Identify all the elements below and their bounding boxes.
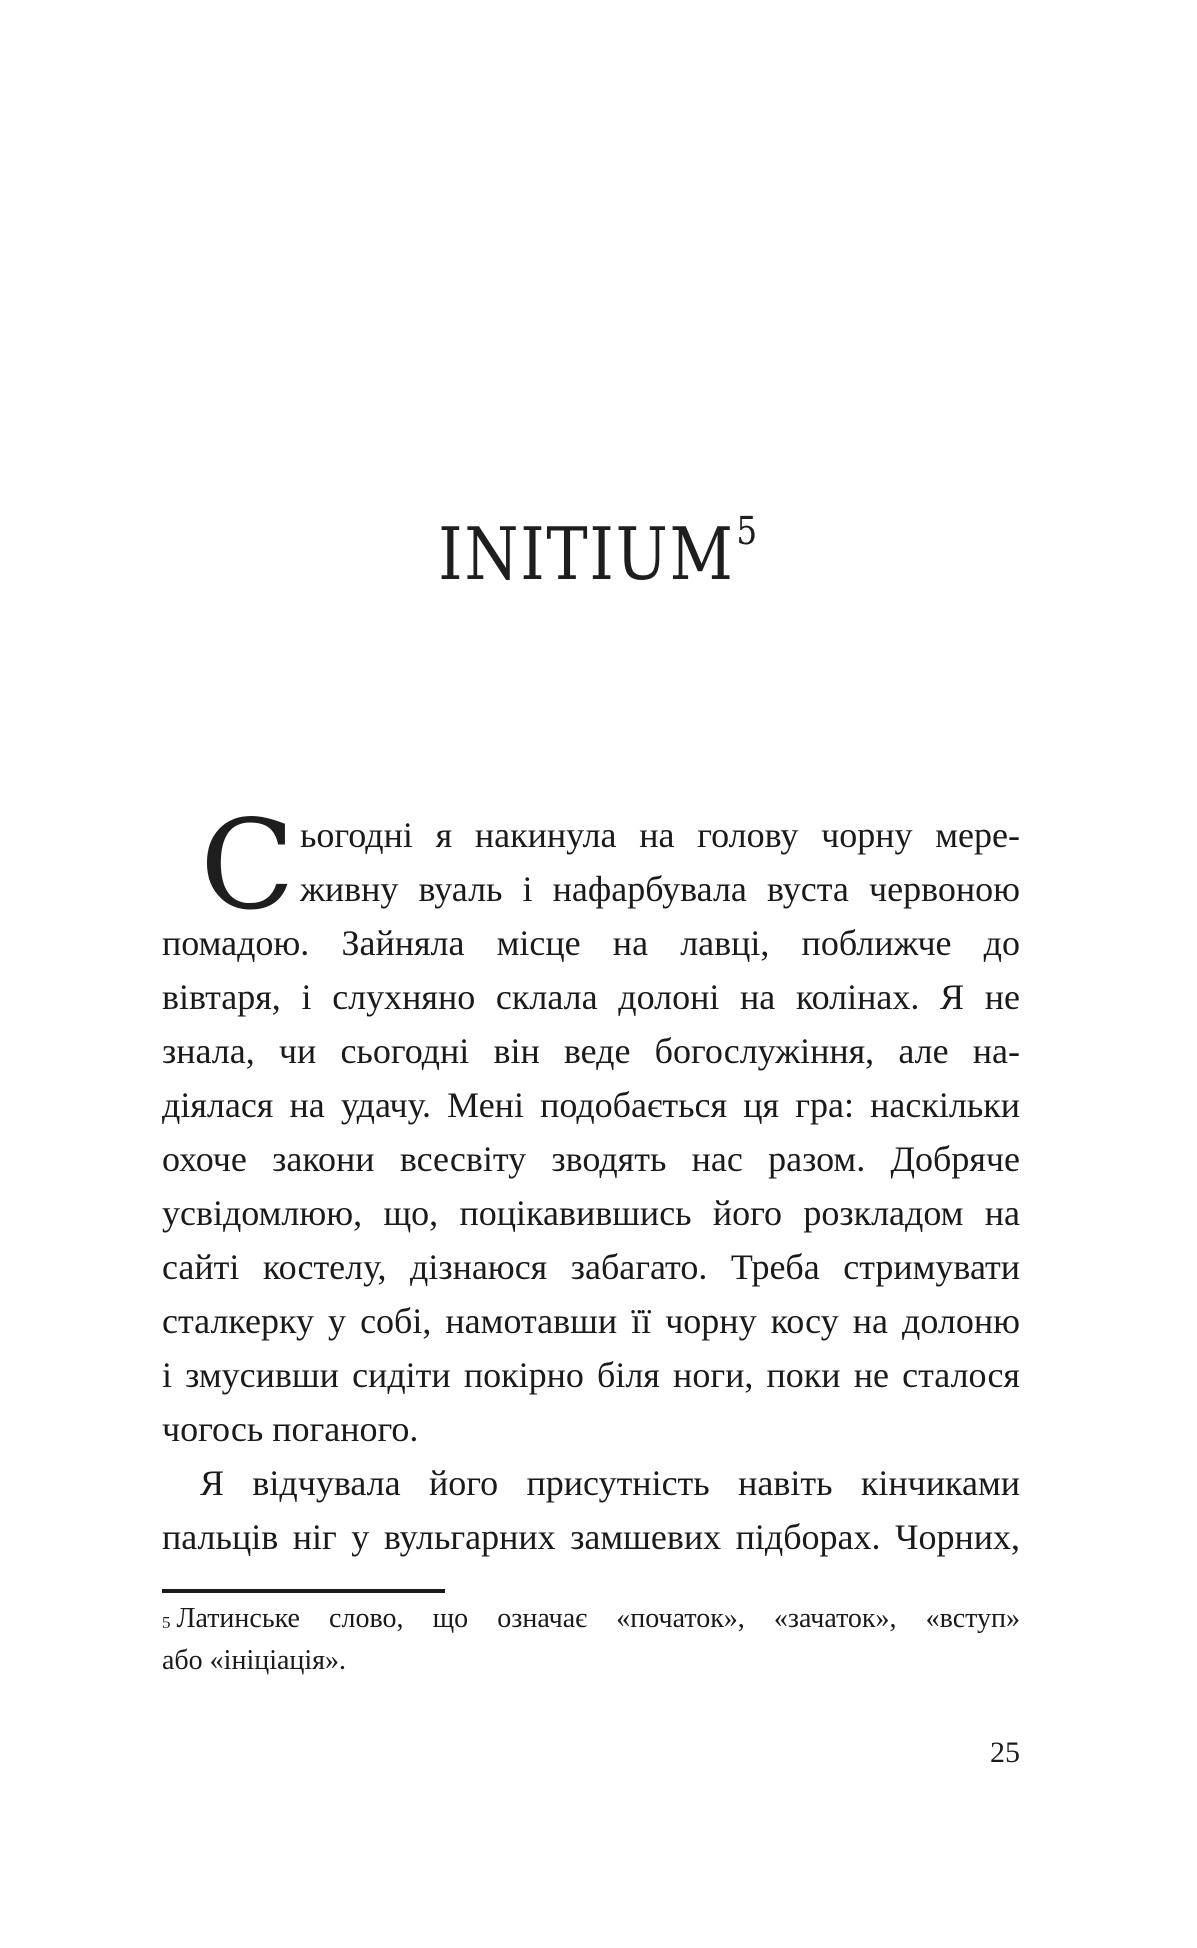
footnote-reference[interactable]: 5 <box>736 509 759 554</box>
footnote <box>162 1598 1020 1682</box>
drop-cap: С <box>200 794 295 938</box>
text-line: ьогодні я накинула на голову чорну мере- <box>300 815 1020 855</box>
text-line: пальців ніг у вульгарних замшевих підборах. Чорних, <box>162 1517 1020 1557</box>
text-line: Я відчувала його присутність навіть кінчиками <box>200 1463 1020 1503</box>
chapter-title <box>84 509 1113 597</box>
text-line: усвідомлюю, що, поцікавившись його розкладом на <box>162 1193 1020 1233</box>
text-line: чогось поганого. <box>162 1409 419 1449</box>
text-line: діялася на удачу. Мені подобається ця гра: наскільки <box>162 1085 1020 1125</box>
page-number: 25 <box>990 1736 1020 1769</box>
body-text <box>162 794 1020 1564</box>
text-line: охоче закони всесвіту зводять нас разом. Добряче <box>162 1139 1020 1179</box>
text-line: і змусивши сидіти покірно біля ноги, поки не сталося <box>162 1355 1020 1395</box>
footnote-divider <box>162 1589 445 1593</box>
text-line: помадою. Зайняла місце на лавці, поближче до <box>162 923 1020 963</box>
text-line: живну вуаль і нафарбувала вуста червоною <box>300 869 1020 909</box>
chapter-title-text: INITIUM <box>438 512 735 597</box>
footnote-line <box>162 1598 1020 1640</box>
text-line: знала, чи сьогодні він веде богослужіння, але на- <box>162 1031 1020 1071</box>
text-line: вівтаря, і слухняно склала долоні на колінах. Я не <box>162 977 1020 1017</box>
text-line: сталкерку у собі, намотавши її чорну косу на долоню <box>162 1301 1020 1341</box>
text-line: сайті костелу, дізнаюся забагато. Треба стримувати <box>162 1247 1020 1287</box>
footnote-line: або «ініціація». <box>162 1645 347 1676</box>
footnote-number: 5 <box>162 1613 171 1632</box>
footnote-text: Латинське слово, що означає «початок», «зачаток», «вступ» <box>176 1603 1020 1634</box>
